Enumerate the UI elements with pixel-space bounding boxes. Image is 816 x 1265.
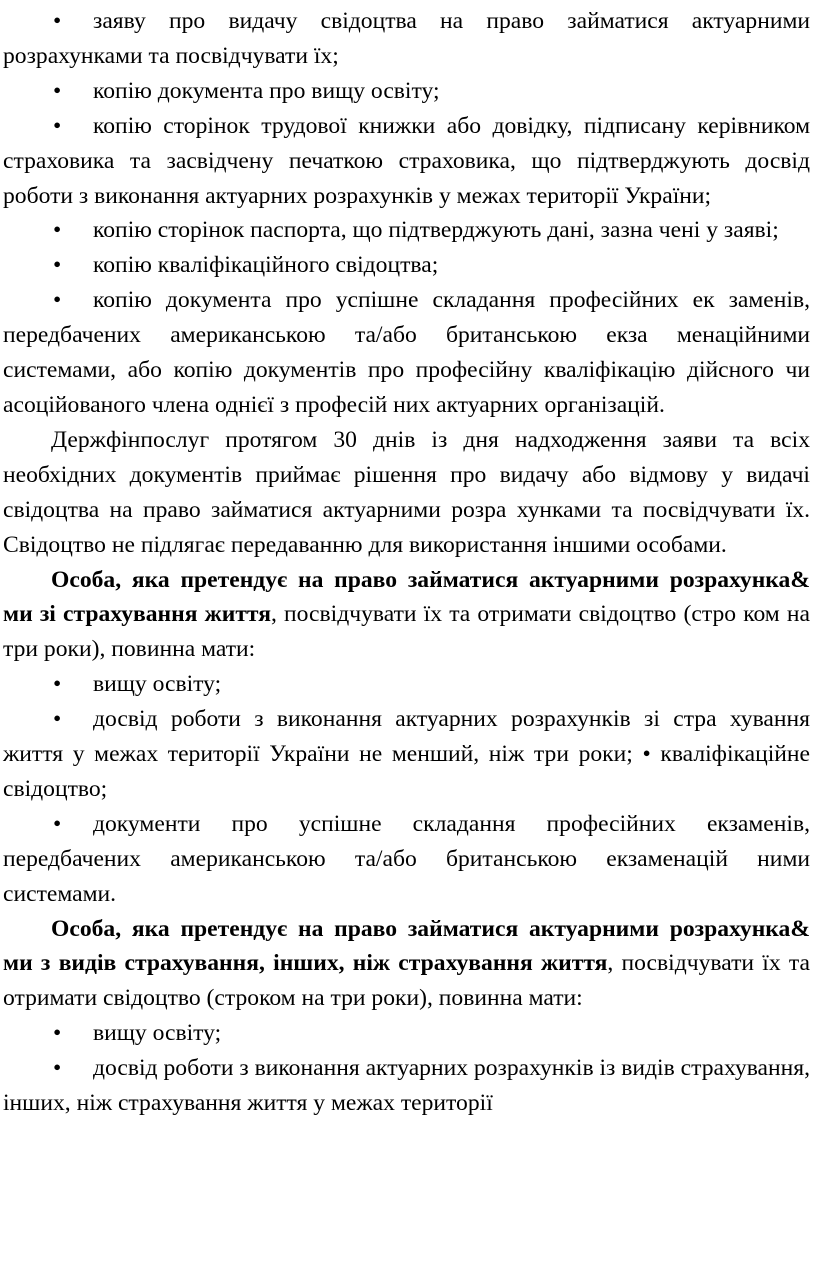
list-item-text: копію документа про вищу освіту; — [93, 77, 440, 104]
bullet-icon: • — [53, 8, 62, 34]
list-item-text: вищу освіту; — [93, 671, 222, 698]
bullet-icon: • — [53, 112, 62, 139]
list-item — [3, 4, 810, 74]
section-life-bold-lead: Особа, яка претендує на право займатися актуарними розрахунка& ми зі страхування життя — [3, 566, 810, 628]
bullet-icon: • — [53, 810, 62, 837]
bullet-icon: • — [53, 1055, 62, 1082]
bullet-icon: • — [53, 706, 62, 733]
list-item — [3, 807, 810, 912]
bullet-icon: • — [53, 671, 62, 698]
list-item-text: копію сторінок паспорта, що підтверджують дані, зазна чені у заяві; — [93, 217, 779, 244]
list-item-text: досвід роботи з виконання актуарних розрахунків із видів страхування, інших, ніж страхування життя у межах території — [3, 1055, 810, 1117]
list-item — [3, 213, 810, 248]
bullet-icon: • — [53, 217, 62, 244]
section-nonlife-intro — [3, 912, 810, 1017]
bullet-icon: • — [53, 252, 62, 279]
list-item-text: копію сторінок трудової книжки або довідку, підписану керівником страховика та засвідчену печаткою страховика, що підтверджують досвід роботи з виконання актуарних розрахунків у межах території України; — [3, 112, 810, 209]
list-item — [3, 667, 810, 702]
bullet-icon: • — [53, 287, 62, 314]
paragraph-decision: Держфінпослуг протягом 30 днів із дня надходження заяви та всіх необхідних документів приймає рішення про видачу або відмову у видачі свідоцтва на право займатися актуарними розра хунками та посвідчувати їх. Свідоцтво не підлягає передаванню для використання іншими особами. — [3, 426, 810, 558]
list-item-text: досвід роботи з виконання актуарних розрахунків зі стра хування життя у межах території України не менший, ніж три роки; — [3, 706, 810, 768]
bullet-icon: • — [53, 1020, 62, 1047]
list-item — [3, 702, 810, 807]
section-nonlife-bold-lead: Особа, яка претендує на право займатися актуарними розрахунка& ми з видів страхування, інших, ніж страхування життя — [3, 915, 810, 977]
list-item — [3, 283, 810, 423]
list-item — [3, 109, 810, 214]
section-life-intro — [3, 563, 810, 668]
bullet-icon: • — [642, 741, 651, 768]
list-item-text: кваліфікаційне свідоцтво; — [3, 741, 810, 802]
list-item-text: заяву про видачу свідоцтва на право займатися актуарними розрахунками та посвідчувати їх; — [3, 8, 810, 69]
list-item-text: копію документа про успішне складання професійних ек заменів, передбачених американською та/або британською екза менаційними системами, або копію документів про професійну кваліфікацію дійсного чи асоційованого члена однієї з професій них актуарних організацій. — [3, 287, 810, 418]
list-item — [3, 74, 810, 109]
section-life-rest: , посвідчувати їх та отримати свідоцтво (стро ком на три роки), повинна мати: — [3, 601, 810, 663]
list-item — [3, 1016, 810, 1051]
list-item — [3, 248, 810, 283]
list-item-text: копію кваліфікаційного свідоцтва; — [93, 252, 439, 279]
section-nonlife-rest: , посвідчувати їх та отримати свідоцтво (строком на три роки), повинна мати: — [3, 950, 810, 1012]
list-item-text: вищу освіту; — [93, 1020, 222, 1047]
list-item-text: документи про успішне складання професійних екзаменів, передбачених американською та/або британською екзаменацій ними системами. — [3, 810, 810, 907]
list-item — [3, 1051, 810, 1121]
bullet-icon: • — [53, 77, 62, 104]
